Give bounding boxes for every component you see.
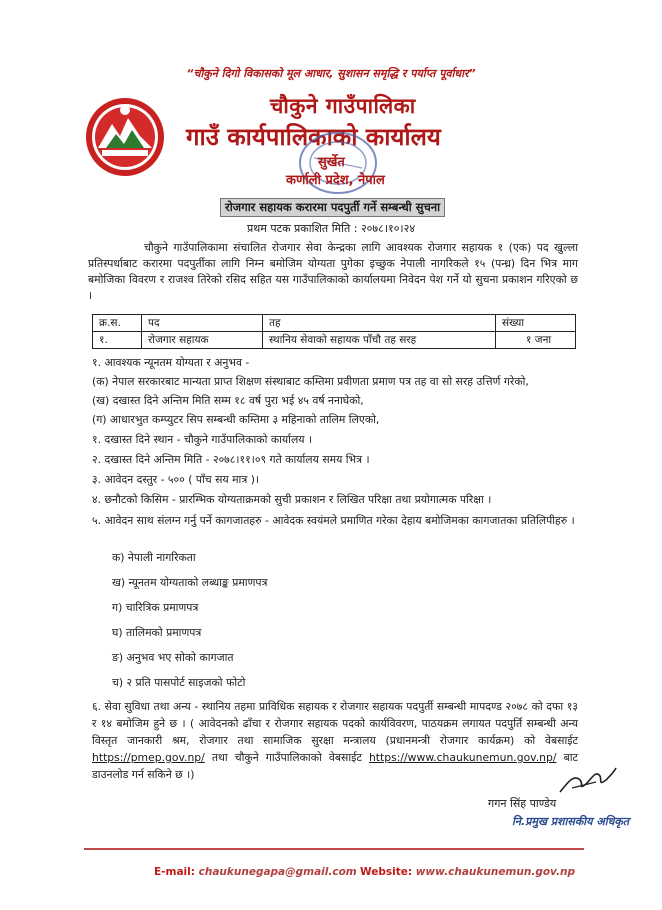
intro-text: चौकुने गाउँपालिकामा संचालित रोजगार सेवा केन्द्रका लागि आवश्यक रोजगार सहायक १ (एक) पद खुल्ला प्रतिस्पर्धाबाट करारमा पदपुर्तीका लागि निम्न बमोजिम योग्यता पुगेका इच्छुक नेपाली नागरिकले १५ (पन्ध्र) दिन भित्र माग बमोजिका विवरण र राजश्व तिरेको रसिद सहित यस गाउँपालिकाको कार्यालयमा निवेदन पेश गर्ने यो सुचना प्रकाशन गरिएको छ । [88,241,578,302]
document-item: ग) चारित्रिक प्रमाणपत्र [112,601,199,614]
table-cell: १. [93,332,142,349]
documents-heading: ५. आवेदन साथ संलग्न गर्नु पर्ने कागजातहरु - आवेदक स्वयंमले प्रमाणित गरेका देहाय बमोजिमका कागजातका प्रतिलिपीहरु । [92,514,575,527]
other-info-text: ६. सेवा सुविधा तथा अन्य - स्थानिय तहमा प्राविधिक सहायक र रोजगार सहायक पदपुर्ती सम्बन्धी मापदण्ड २०७८ को दफा १३ र १४ बमोजिम हुने छ । ( आवेदनको ढाँचा र रोजगार सहायक पदको कार्यविवरण, पाठयक्रम लगायत पदपुर्ति सम्बन्धी अन्य विस्तृत जानकारी श्रम, रोजगार तथा सामाजिक सुरक्षा मन्त्रालय (प्रधानमन्त्री रोजगार कार्यक्रम) को वेबसाईट [92,700,578,747]
document-item: ङ) अनुभव भए सोको कागजात [112,651,234,664]
publish-date: प्रथम पटक प्रकाशित मिति : २०७८।१०।२४ [246,222,416,235]
signatory-name: गगन सिंह पाण्डेय [488,797,557,810]
municipality-website-link[interactable]: https://www.chaukunemun.gov.np/ [368,751,557,764]
pmep-link[interactable]: https://pmep.gov.np/ [92,751,205,764]
province-name: कर्णाली प्रदेश, नेपाल [286,173,385,188]
intro-paragraph [88,240,578,304]
application-deadline: २. दखास्त दिने अन्तिम मिति - २०७८।११।०९ गते कार्यालय समय भित्र । [92,453,370,466]
handwritten-signature-icon [556,762,618,798]
nepal-emblem-icon [84,96,166,178]
website-value[interactable]: www.chaukunemun.gov.np [415,866,576,878]
footer-website [360,866,575,878]
table-header-cell: संख्या [496,315,576,332]
vacancy-table [92,314,576,349]
document-item: ख) न्यूनतम योग्यताको लब्धाङ्क प्रमाणपत्र [112,576,268,589]
requirements-heading: १. आवश्यक न्यूनतम योग्यता र अनुभव - [92,356,250,369]
footer-divider [84,848,584,850]
table-header-cell: पद [142,315,263,332]
notice-title: रोजगार सहायक करारमा पदपुर्ती गर्ने सम्बन्धी सुचना [220,198,445,217]
document-item: घ) तालिमको प्रमाणपत्र [112,626,202,639]
application-place: १. दखास्त दिने स्थान - चौकुने गाउँपालिकाको कार्यालय । [92,433,313,446]
email-value[interactable]: chaukunegapa@gmail.com [198,866,357,878]
requirement-item: (ख) दखास्त दिने अन्तिम मिति सम्म १८ वर्ष पुरा भई ४५ वर्ष ननाघेको, [92,394,364,407]
header-slogan: “चौकुने दिगो विकासको मूल आधार, सुशासन समृद्धि र पर्याप्त पूर्वाधार” [186,67,476,80]
table-cell: १ जना [496,332,576,349]
requirement-item: (ग) आधारभुत कम्प्युटर सिप सम्बन्धी कम्तिमा ३ महिनाको तालिम लिएको, [92,413,380,426]
document-item: च) २ प्रति पासपोर्ट साइजको फोटो [112,676,246,689]
website-label: Website: [360,866,413,878]
table-cell: रोजगार सहायक [142,332,263,349]
office-name: गाउँ कार्यपालिकाको कार्यालय [186,123,441,151]
requirement-item: (क) नेपाल सरकारबाट मान्यता प्राप्त शिक्षण संस्थाबाट कम्तिमा प्रवीणता प्रमाण पत्र तह वा सो सरह उत्तिर्ण गरेको, [92,375,529,388]
table-header-cell: क्र.स. [93,315,142,332]
municipality-name: चौकुने गाउँपालिका [270,94,416,118]
document-item: क) नेपाली नागरिकता [112,551,196,564]
district-name: सुर्खेत [318,155,345,170]
other-info-tail: बाट डाउनलोड गर्न सकिने छ ।) [92,751,578,781]
other-info-paragraph [92,698,578,783]
footer-email [154,866,357,878]
selection-method: ४. छनौटको किसिम - प्रारम्भिक योग्यताक्रमको सुची प्रकाशन र लिखित परिक्षा तथा प्रयोगात्मक परिक्षा । [92,493,492,506]
table-header-cell: तह [263,315,496,332]
email-label: E-mail: [154,866,195,878]
table-cell: स्थानिय सेवाको सहायक पाँचौ तह सरह [263,332,496,349]
table-row [93,332,576,349]
table-header-row [93,315,576,332]
application-fee: ३. आवेदन दस्तुर - ५०० ( पाँच सय मात्र )। [92,473,260,486]
signatory-title: नि.प्रमुख प्रशासकीय अधिकृत [512,815,630,828]
other-info-mid: तथा चौकुने गाउँपालिकाको वेबसाईट [204,751,369,764]
